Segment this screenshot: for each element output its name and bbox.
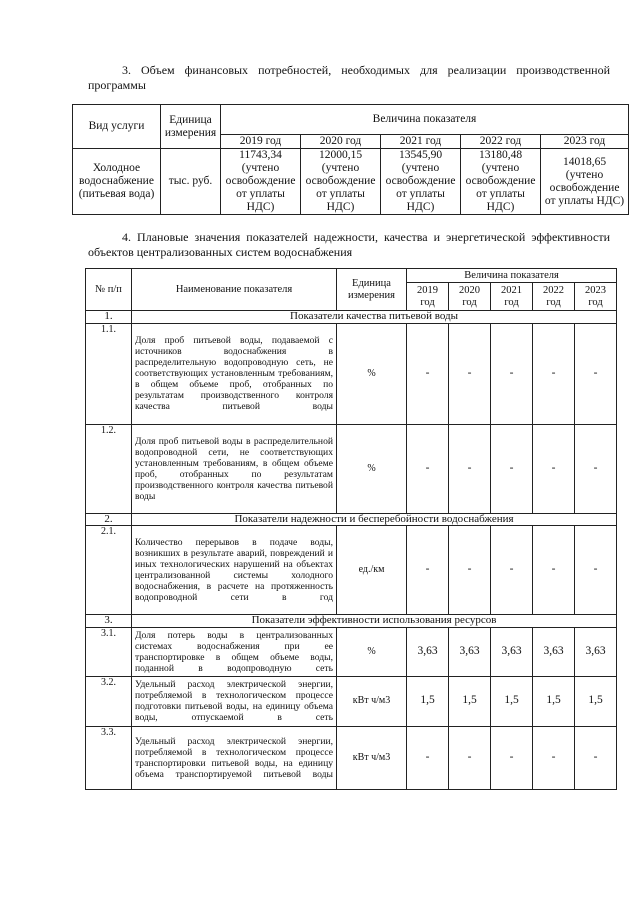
- value-cell: -: [575, 726, 617, 789]
- value-cell: -: [407, 424, 449, 513]
- value-cell: 1,5: [449, 676, 491, 726]
- indicator-unit: кВт ч/м3: [337, 676, 407, 726]
- col-value-header: Величина показателя: [221, 105, 629, 135]
- table-row: [86, 676, 617, 726]
- amount-cell: 13545,90 (учтено освобождение от уплаты НДС): [381, 149, 461, 215]
- col-service-header: Вид услуги: [73, 105, 161, 149]
- table-row: [86, 627, 617, 676]
- row-number: 1.1.: [86, 323, 132, 424]
- service-unit: тыс. руб.: [161, 149, 221, 215]
- value-cell: -: [575, 526, 617, 615]
- year-header: 2020 год: [301, 135, 381, 149]
- section-title: Показатели эффективности использования ресурсов: [132, 615, 617, 628]
- year-header: 2019 год: [407, 283, 449, 311]
- section-number: 1.: [86, 311, 132, 324]
- value-cell: 1,5: [407, 676, 449, 726]
- indicator-unit: ед./км: [337, 526, 407, 615]
- year-header: 2023 год: [541, 135, 629, 149]
- indicator-name: Удельный расход электрической энергии, потребляемой в технологическом процессе подготовки питьевой воды, на единицу объема воды, отпускаемой в сеть: [132, 676, 337, 726]
- indicator-unit: %: [337, 424, 407, 513]
- value-cell: -: [533, 323, 575, 424]
- value-cell: -: [407, 526, 449, 615]
- value-cell: -: [491, 323, 533, 424]
- indicator-unit: %: [337, 627, 407, 676]
- year-header: 2020 год: [449, 283, 491, 311]
- row-number: 1.2.: [86, 424, 132, 513]
- col-unit-header: Единица измерения: [161, 105, 221, 149]
- amount-cell: 11743,34 (учтено освобождение от уплаты НДС): [221, 149, 301, 215]
- value-cell: -: [449, 726, 491, 789]
- indicator-name: Доля проб питьевой воды в распределительной водопроводной сети, не соответствующих установленным требованиям, в общем объеме проб, отобранных по результатам производственного контроля качества питьевой воды: [132, 424, 337, 513]
- amount-cell: 14018,65 (учтено освобождение от уплаты НДС): [541, 149, 629, 215]
- col-num-header: № п/п: [86, 269, 132, 311]
- value-cell: -: [575, 424, 617, 513]
- table-row: [86, 526, 617, 615]
- indicator-name: Количество перерывов в подаче воды, возникших в результате аварий, повреждений и иных технологических нарушений на объектах централизованной системы холодного водоснабжения, в расчете на протяженность водопроводной сети в год: [132, 526, 337, 615]
- section-title: Показатели качества питьевой воды: [132, 311, 617, 324]
- year-header: 2019 год: [221, 135, 301, 149]
- value-cell: -: [533, 424, 575, 513]
- service-name: Холодное водоснабжение (питьевая вода): [73, 149, 161, 215]
- value-cell: 1,5: [533, 676, 575, 726]
- section-title: Показатели надежности и бесперебойности водоснабжения: [132, 513, 617, 526]
- table-row: [86, 323, 617, 424]
- section-number: 2.: [86, 513, 132, 526]
- section3-heading: 3. Объем финансовых потребностей, необходимых для реализации производственной программы: [88, 63, 610, 92]
- amount-cell: 13180,48 (учтено освобождение от уплаты НДС): [461, 149, 541, 215]
- value-cell: 3,63: [491, 627, 533, 676]
- value-cell: -: [449, 323, 491, 424]
- row-number: 3.1.: [86, 627, 132, 676]
- indicator-unit: %: [337, 323, 407, 424]
- year-header: 2022 год: [461, 135, 541, 149]
- row-number: 3.3.: [86, 726, 132, 789]
- value-cell: -: [449, 424, 491, 513]
- year-header: 2022 год: [533, 283, 575, 311]
- value-cell: -: [407, 323, 449, 424]
- row-number: 2.1.: [86, 526, 132, 615]
- row-number: 3.2.: [86, 676, 132, 726]
- indicator-name: Доля проб питьевой воды, подаваемой с источников водоснабжения в распределительную водопроводную сеть, не соответствующих установленным требованиям, в общем объеме проб, отобранных по результатам производственного контроля качества питьевой воды: [132, 323, 337, 424]
- value-cell: -: [449, 526, 491, 615]
- value-cell: -: [533, 526, 575, 615]
- section4-heading: 4. Плановые значения показателей надежности, качества и энергетической эффективности объектов централизованных систем водоснабжения: [88, 230, 610, 259]
- indicator-name: Удельный расход электрической энергии, потребляемой в технологическом процессе транспортировки питьевой воды, на единицу объема транспортируемой питьевой воды: [132, 726, 337, 789]
- year-header: 2021 год: [491, 283, 533, 311]
- value-cell: 3,63: [449, 627, 491, 676]
- value-cell: -: [491, 726, 533, 789]
- value-cell: 3,63: [533, 627, 575, 676]
- amount-cell: 12000,15 (учтено освобождение от уплаты НДС): [301, 149, 381, 215]
- col-unit-header: Единица измерения: [337, 269, 407, 311]
- indicator-name: Доля потерь воды в централизованных системах водоснабжения при ее транспортировке в общем объеме воды, поданной в водопроводную сеть: [132, 627, 337, 676]
- indicators-table: [85, 268, 617, 790]
- financial-needs-table: [72, 104, 629, 215]
- value-cell: -: [575, 323, 617, 424]
- value-cell: 1,5: [491, 676, 533, 726]
- year-header: 2021 год: [381, 135, 461, 149]
- value-cell: -: [491, 424, 533, 513]
- table-row: [86, 424, 617, 513]
- value-cell: 3,63: [407, 627, 449, 676]
- section-number: 3.: [86, 615, 132, 628]
- value-cell: -: [533, 726, 575, 789]
- col-value-header: Величина показателя: [407, 269, 617, 283]
- col-name-header: Наименование показателя: [132, 269, 337, 311]
- value-cell: 3,63: [575, 627, 617, 676]
- indicator-unit: кВт ч/м3: [337, 726, 407, 789]
- year-header: 2023 год: [575, 283, 617, 311]
- table-row: [86, 726, 617, 789]
- value-cell: -: [491, 526, 533, 615]
- value-cell: 1,5: [575, 676, 617, 726]
- value-cell: -: [407, 726, 449, 789]
